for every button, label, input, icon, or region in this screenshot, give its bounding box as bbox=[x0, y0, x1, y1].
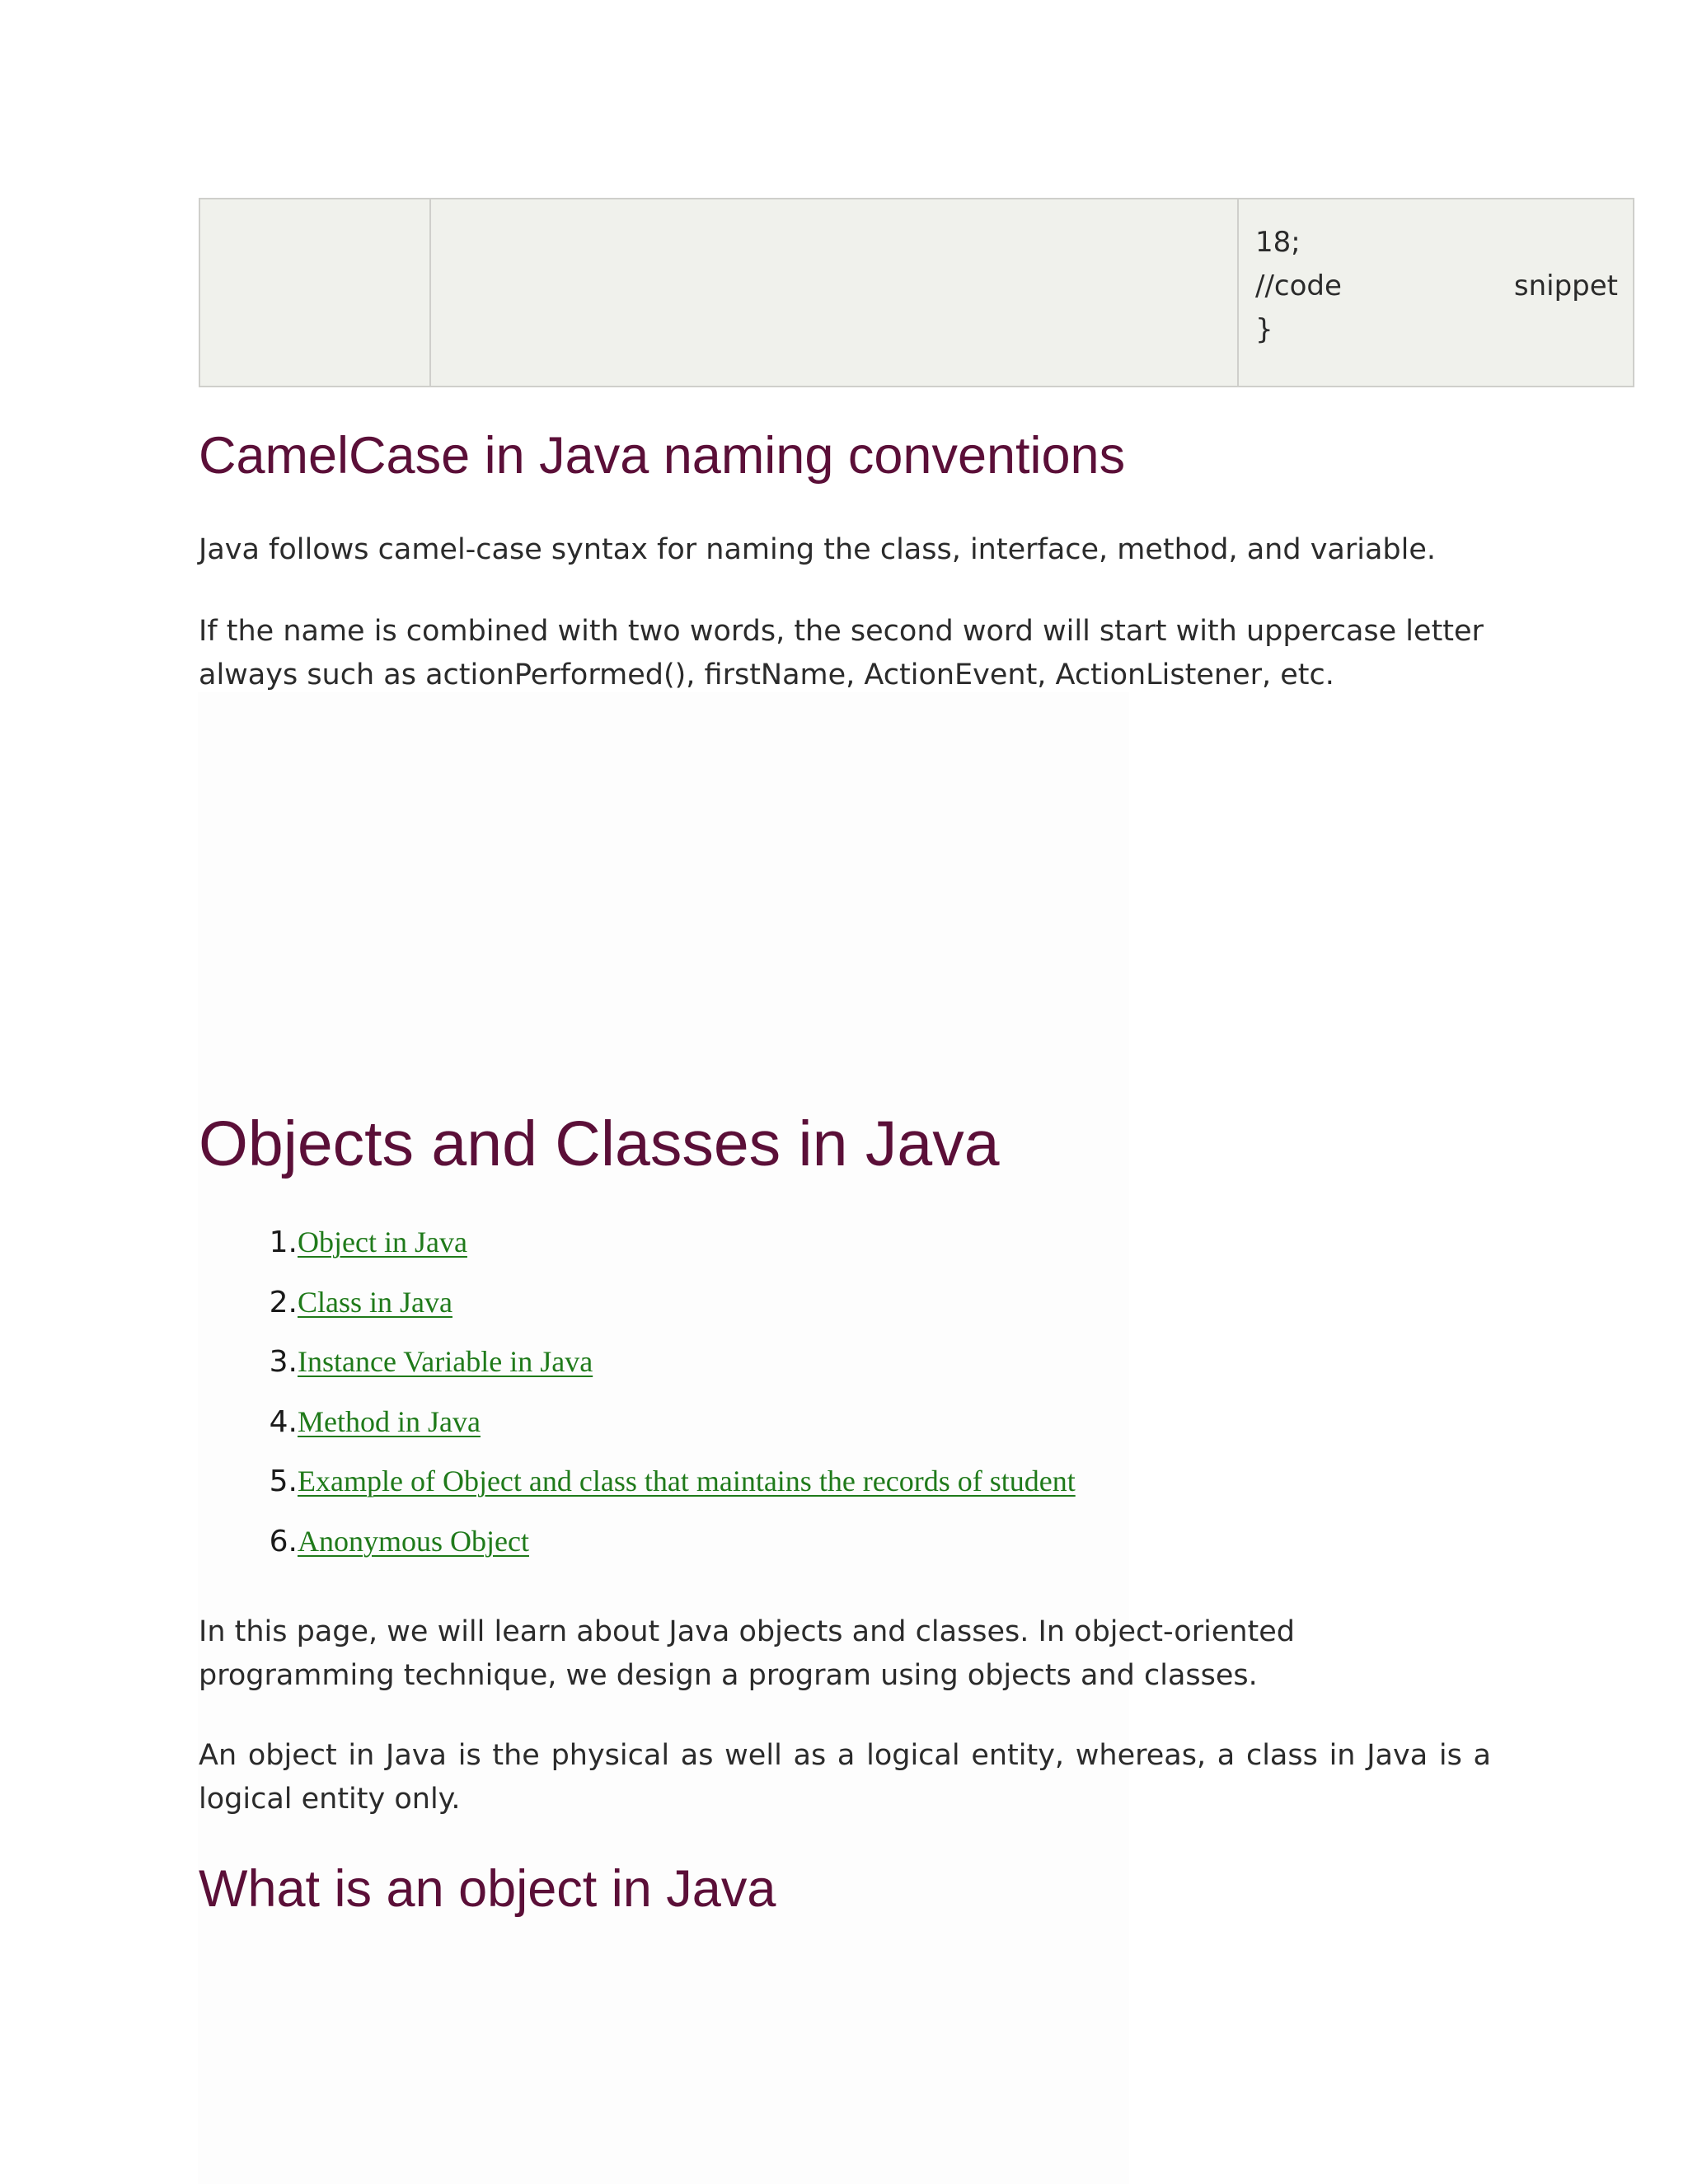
camelcase-paragraph-2: If the name is combined with two words, the second word will start with uppercase letter always such as actionPerformed(), firstName, ActionEvent, ActionListener, etc. bbox=[199, 615, 1484, 691]
table-cell-code bbox=[1239, 199, 1633, 386]
code-text: snippet bbox=[1513, 269, 1618, 302]
toc-number: 4. bbox=[269, 1404, 298, 1439]
toc-link-object-in-java[interactable]: Object in Java bbox=[298, 1226, 467, 1258]
table-of-contents bbox=[199, 1225, 1076, 1583]
toc-number: 5. bbox=[269, 1465, 298, 1498]
code-text: 18; bbox=[1255, 226, 1301, 259]
code-text: //code bbox=[1255, 269, 1342, 302]
page-title: Objects and Classes in Java bbox=[199, 1108, 1000, 1179]
toc-item bbox=[199, 1344, 1076, 1404]
code-line bbox=[1255, 308, 1618, 352]
section-heading-camelcase: CamelCase in Java naming conventions bbox=[199, 427, 1126, 485]
toc-link-class-in-java[interactable]: Class in Java bbox=[298, 1285, 452, 1319]
toc-item bbox=[199, 1464, 1076, 1524]
toc-number: 3. bbox=[269, 1345, 298, 1379]
objects-paragraph-2: An object in Java is the physical as well as a logical entity, whereas, a class in Java is a logical entity only. bbox=[199, 1739, 1491, 1816]
toc-link-method-in-java[interactable]: Method in Java bbox=[298, 1404, 481, 1438]
camelcase-paragraph-1: Java follows camel-case syntax for naming the class, interface, method, and variable. bbox=[199, 533, 1437, 566]
code-line bbox=[1255, 265, 1618, 308]
toc-number: 1. bbox=[269, 1226, 298, 1259]
toc-number: 2. bbox=[269, 1285, 298, 1319]
code-text: } bbox=[1255, 313, 1273, 346]
toc-link-instance-variable[interactable]: Instance Variable in Java bbox=[298, 1345, 593, 1378]
table-cell-empty bbox=[200, 199, 431, 386]
toc-item bbox=[199, 1285, 1076, 1345]
toc-link-example-student-records[interactable]: Example of Object and class that maintains the records of student bbox=[298, 1465, 1076, 1497]
toc-number: 6. bbox=[269, 1524, 298, 1558]
toc-item bbox=[199, 1225, 1076, 1285]
table-cell-empty bbox=[431, 199, 1239, 386]
code-table bbox=[199, 198, 1634, 387]
objects-paragraph-1: In this page, we will learn about Java objects and classes. In object-oriented programming technique, we design a program using objects and classes. bbox=[199, 1615, 1296, 1692]
toc-item bbox=[199, 1404, 1076, 1465]
toc-link-anonymous-object[interactable]: Anonymous Object bbox=[298, 1524, 529, 1558]
toc-item bbox=[199, 1524, 1076, 1584]
section-heading-what-is-object: What is an object in Java bbox=[199, 1860, 776, 1918]
code-line bbox=[1255, 221, 1618, 265]
